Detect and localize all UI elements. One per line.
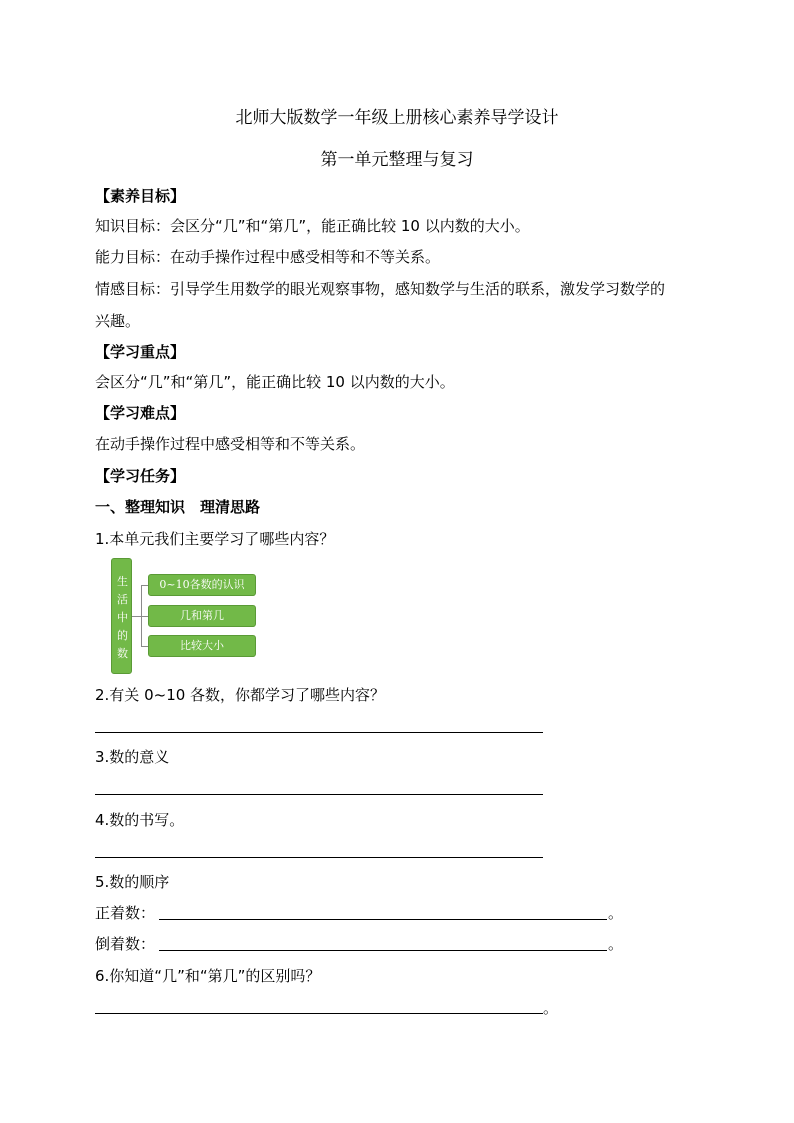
question-2: 2.有关 0~10 各数，你都学习了哪些内容？ [95, 686, 386, 704]
backward-count-label: 倒着数： [95, 935, 156, 953]
diagram-connector [141, 646, 148, 647]
diagram-connector [141, 616, 148, 617]
focus-text: 会区分“几”和“第几”，能正确比较 10 以内数的大小。 [95, 373, 455, 391]
goal-ability: 能力目标：在动手操作过程中感受相等和不等关系。 [95, 248, 441, 266]
question-6-period: 。 [543, 999, 559, 1017]
diagram-connector [132, 616, 141, 617]
answer-line-backward-count[interactable] [159, 950, 607, 951]
document-subtitle: 第一单元整理与复习 [320, 150, 474, 170]
diagram-branch-cardinal-ordinal: 几和第几 [148, 605, 256, 627]
question-5: 5.数的顺序 [95, 873, 170, 891]
answer-line-q6[interactable] [95, 1013, 543, 1014]
diagram-root-box [111, 558, 132, 674]
question-3: 3.数的意义 [95, 748, 170, 766]
goal-emotion-line-2: 兴趣。 [95, 312, 141, 330]
tasks-heading: 【学习任务】 [95, 467, 186, 485]
diagram-branch-number-recognition: 0~10各数的认识 [148, 574, 256, 596]
diagram-root-char: 数 [117, 647, 128, 660]
forward-count-label: 正着数： [95, 904, 156, 922]
answer-line-q4[interactable] [95, 857, 543, 858]
diagram-branch-compare-size: 比较大小 [148, 635, 256, 657]
difficulty-text: 在动手操作过程中感受相等和不等关系。 [95, 435, 366, 453]
task-one-heading: 一、整理知识 理清思路 [95, 498, 261, 516]
answer-line-q2[interactable] [95, 732, 543, 733]
diagram-connector [141, 585, 148, 586]
question-6: 6.你知道“几”和“第几”的区别吗？ [95, 967, 321, 985]
diagram-root-char: 的 [117, 629, 128, 642]
forward-count-period: 。 [608, 904, 624, 922]
question-4: 4.数的书写。 [95, 811, 185, 829]
answer-line-forward-count[interactable] [159, 919, 607, 920]
answer-line-q3[interactable] [95, 794, 543, 795]
knowledge-diagram [111, 558, 261, 676]
difficulty-heading: 【学习难点】 [95, 404, 186, 422]
diagram-root-char: 活 [117, 593, 128, 606]
goals-heading: 【素养目标】 [95, 187, 186, 205]
focus-heading: 【学习重点】 [95, 343, 186, 361]
question-1: 1.本单元我们主要学习了哪些内容？ [95, 530, 335, 548]
backward-count-period: 。 [608, 935, 624, 953]
goal-knowledge: 知识目标：会区分“几”和“第几”，能正确比较 10 以内数的大小。 [95, 217, 530, 235]
document-title: 北师大版数学一年级上册核心素养导学设计 [235, 108, 559, 128]
diagram-root-char: 生 [117, 575, 128, 588]
diagram-root-char: 中 [117, 611, 128, 624]
goal-emotion-line-1: 情感目标：引导学生用数学的眼光观察事物，感知数学与生活的联系，激发学习数学的 [95, 280, 666, 298]
